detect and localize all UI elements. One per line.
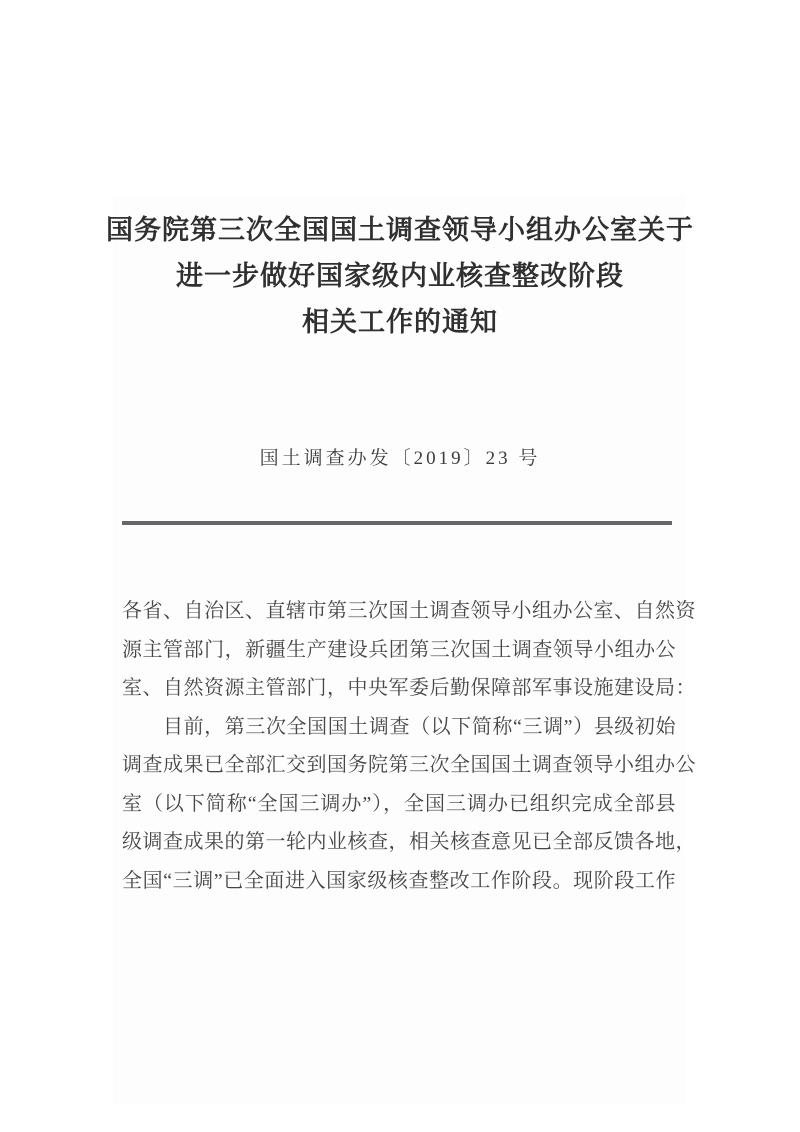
body-line-4: 级调查成果的第一轮内业核查，相关核查意见已全部反馈各地， [122, 831, 696, 853]
title-line-2: 进一步做好国家级内业核查整改阶段 [176, 261, 624, 291]
salutation-line-2: 源主管部门，新疆生产建设兵团第三次国土调查领导小组办公 [122, 638, 676, 661]
body-line-5: 全国“三调”已全面进入国家级核查整改工作阶段。现阶段工作 [122, 869, 676, 892]
salutation-line-3: 室、自然资源主管部门，中央军委后勤保障部军事设施建设局： [122, 677, 696, 699]
title-line-1: 国务院第三次全国国土调查领导小组办公室关于 [106, 215, 694, 245]
body-line-2: 调查成果已全部汇交到国务院第三次全国国土调查领导小组办公 [122, 754, 696, 776]
body-line-1: 目前，第三次全国国土调查（以下简称“三调”）县级初始 [163, 715, 676, 738]
body-line-3: 室（以下简称“全国三调办”），全国三调办已组织完成全部县 [122, 792, 676, 815]
document-number: 国土调查办发〔2019〕23 号 [259, 448, 541, 469]
title-line-3: 相关工作的通知 [302, 307, 498, 337]
body-paragraph [122, 708, 696, 901]
document-title [60, 207, 740, 345]
salutation-line-1: 各省、自治区、直辖市第三次国土调查领导小组办公室、自然资 [122, 600, 696, 622]
separator-rule [122, 521, 672, 525]
document-body [122, 592, 696, 900]
salutation-paragraph [122, 592, 696, 708]
